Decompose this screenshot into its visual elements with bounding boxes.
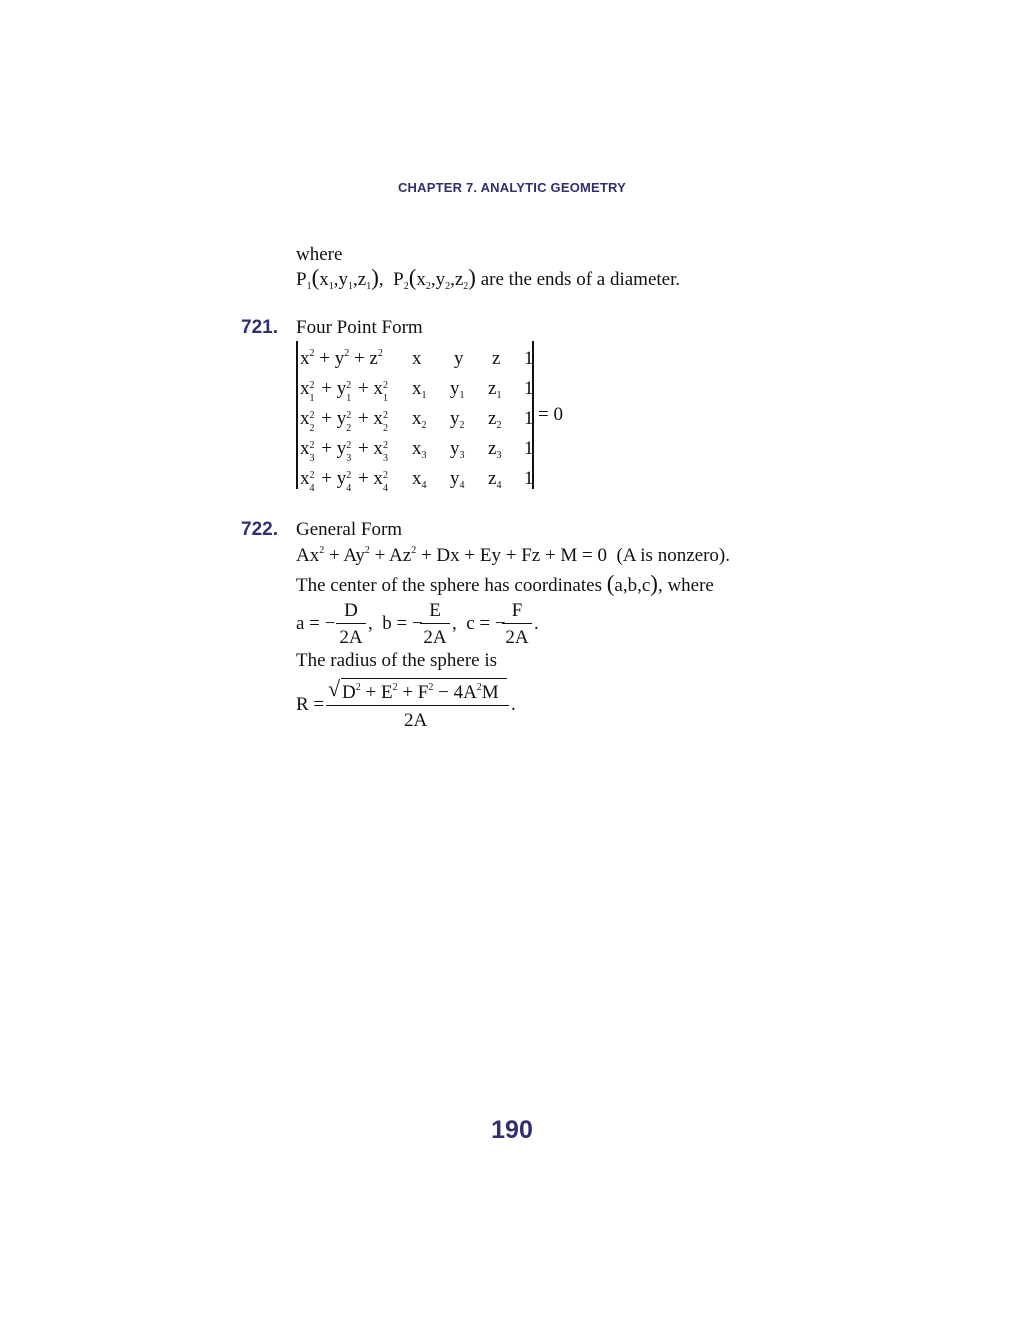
four-point-determinant xyxy=(296,341,536,494)
section-title-722: General Form xyxy=(296,519,403,540)
radius-denominator: 2A xyxy=(404,710,428,731)
det-cell-r1c5: 1 xyxy=(524,348,534,369)
section-title-721: Four Point Form xyxy=(296,317,423,338)
det-cell-r3c1: x 2 2 + y 2 2 + x 2 2 xyxy=(300,408,388,434)
sqrt-overline xyxy=(341,678,507,679)
det-cell-r1c1: $x^2 + y^2 + z^2$ xyxy=(300,348,383,369)
det-cell-r2c2: $x_1$ xyxy=(412,378,427,401)
det-cell-r2c3: $y_1$ xyxy=(450,378,465,401)
radius-text: The radius of the sphere is xyxy=(296,650,498,671)
det-cell-r3c2: $x_2$ xyxy=(412,408,427,431)
intro-where: where xyxy=(296,244,343,265)
determinant-equals-zero: = 0 xyxy=(538,404,563,425)
det-cell-r2c5: 1 xyxy=(524,378,534,399)
det-cell-r2c1: x 2 1 + y 2 1 + x 2 1 xyxy=(300,378,388,404)
general-form-equation: $Ax^2 + Ay^2 + Az^2 + Dx + Ey + Fz + M = 0$ (A is nonzero). xyxy=(296,545,730,566)
center-text: The center of the sphere has coordinates xyxy=(296,575,602,596)
det-cell-r2c4: $z_1$ xyxy=(488,378,502,401)
running-header: CHAPTER 7. ANALYTIC GEOMETRY xyxy=(397,180,627,195)
center-coordinates-line: The center of the sphere has coordinates (a,b,c), where xyxy=(296,571,714,596)
det-cell-r3c5: 1 xyxy=(524,408,534,429)
diameter-endpoints-line: $P_1(x_1,y_1,z_1)$, $P_2(x_2,y_2,z_2)$ are the ends of a diameter. xyxy=(296,265,681,292)
det-cell-r1c2: x xyxy=(412,348,422,369)
det-cell-r1c4: z xyxy=(492,348,501,369)
det-cell-r4c2: $x_3$ xyxy=(412,438,427,461)
radius-numerator: $D^2 + E^2 + F^2 - 4A^2M$ xyxy=(342,682,499,703)
det-cell-r4c3: $y_3$ xyxy=(450,438,465,461)
nonzero-note: (A is nonzero). xyxy=(616,545,730,566)
section-number-722: 722. xyxy=(241,519,278,540)
page-number: 190 xyxy=(491,1116,533,1144)
period-2: . xyxy=(511,694,516,715)
section-number-721: 721. xyxy=(241,317,278,338)
det-cell-r4c5: 1 xyxy=(524,438,534,459)
sqrt-sign: √ xyxy=(328,676,341,701)
radius-fraction-bar xyxy=(326,705,509,706)
det-cell-r5c3: $y_4$ xyxy=(450,468,465,491)
a-equals: a = − xyxy=(296,613,336,634)
r-equals: R = xyxy=(296,694,325,715)
det-cell-r3c3: $y_2$ xyxy=(450,408,465,431)
det-cell-r4c4: $z_3$ xyxy=(488,438,502,461)
det-cell-r4c1: x 2 3 + y 2 3 + x 2 3 xyxy=(300,438,388,464)
fraction-a: $\frac{D}{2A}$ xyxy=(336,601,366,647)
det-cell-r3c4: $z_2$ xyxy=(488,408,502,431)
b-equals: , b = − xyxy=(368,613,423,634)
det-cell-r5c5: 1 xyxy=(524,468,534,489)
det-cell-r5c2: $x_4$ xyxy=(412,468,427,491)
det-cell-r5c1: x 2 4 + y 2 4 + x 2 4 xyxy=(300,468,388,494)
det-cell-r5c4: $z_4$ xyxy=(488,468,502,491)
determinant-left-bar xyxy=(296,341,298,489)
det-cell-r1c3: y xyxy=(454,348,464,369)
diameter-description: are the ends of a diameter. xyxy=(480,269,681,290)
period-1: . xyxy=(534,613,539,634)
c-equals: , c = − xyxy=(452,613,506,634)
center-where: , where xyxy=(657,575,714,596)
fraction-b: $\frac{E}{2A}$ xyxy=(420,601,450,647)
fraction-c: $\frac{F}{2A}$ xyxy=(502,601,532,647)
